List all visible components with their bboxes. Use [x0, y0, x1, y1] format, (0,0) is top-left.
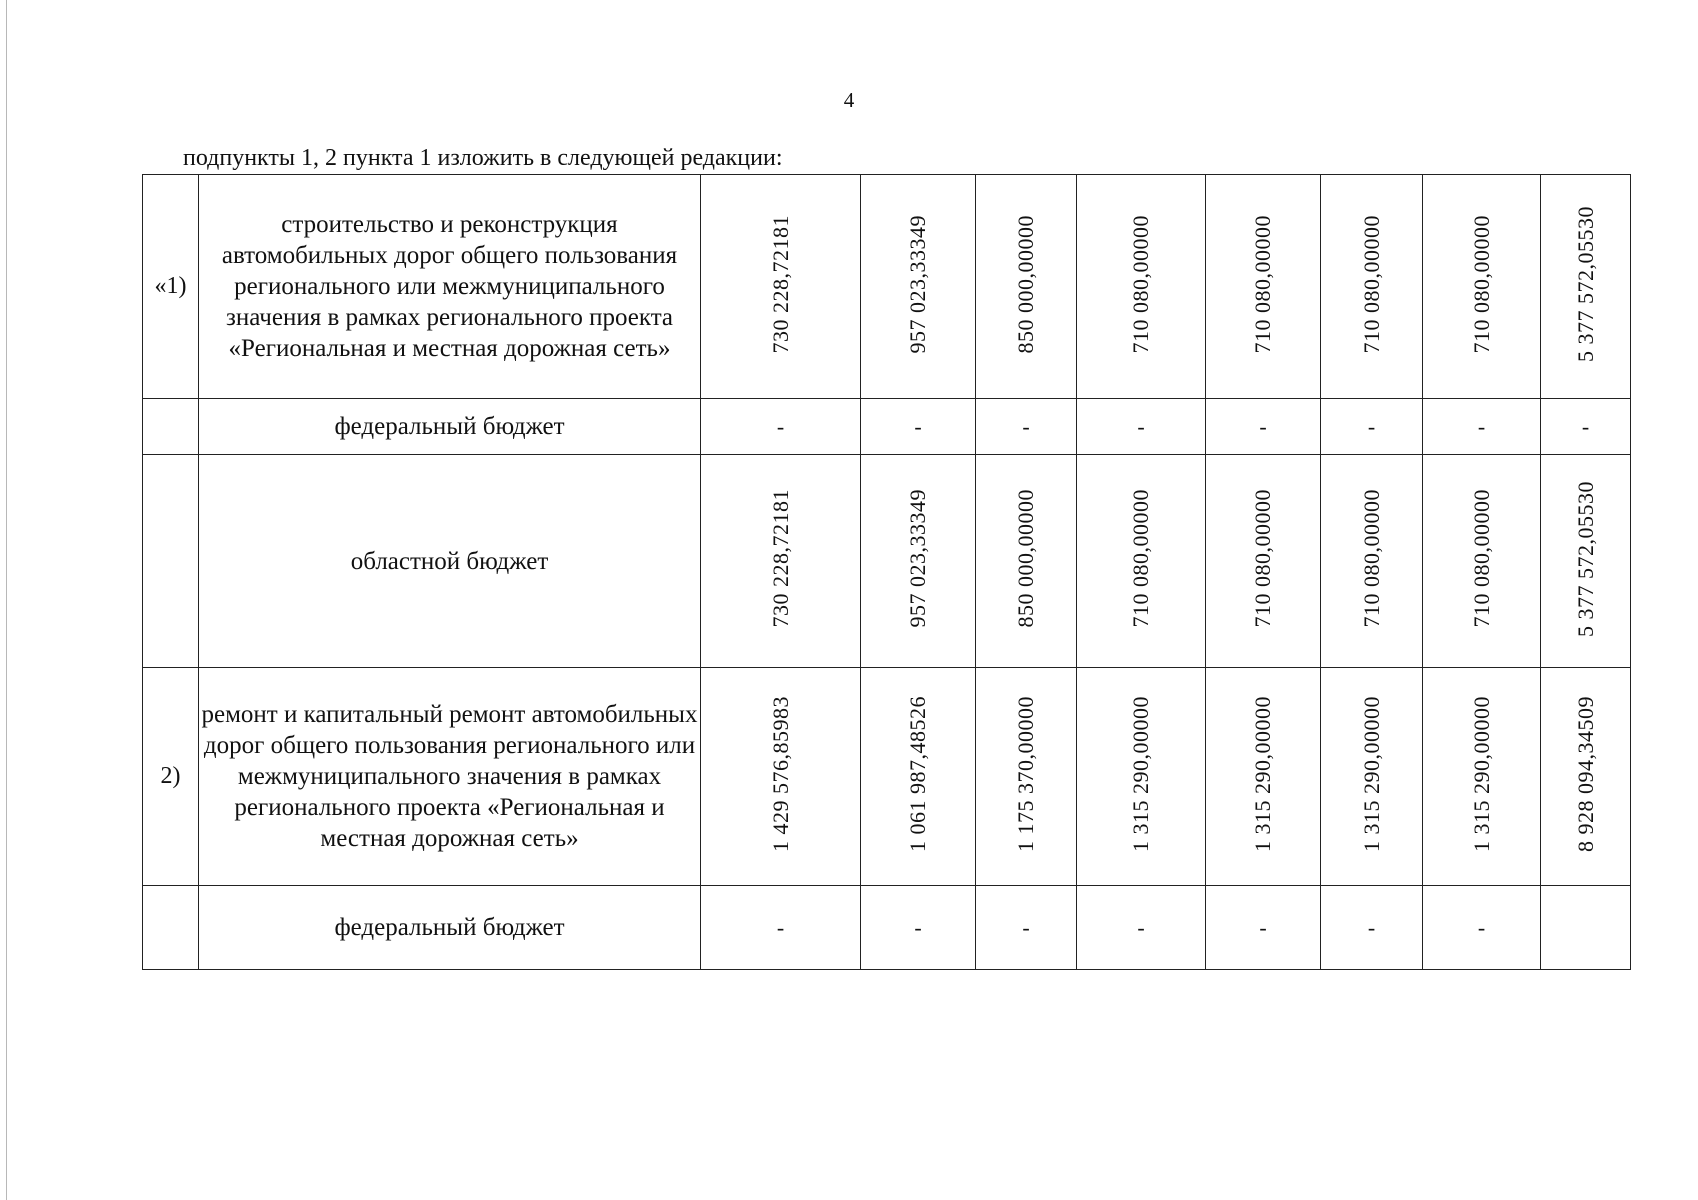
value-cell [1206, 175, 1321, 399]
value-text: 710 080,00000 [1468, 489, 1494, 628]
value-cell [1321, 668, 1423, 886]
table-row [143, 886, 1631, 970]
value-cell [1077, 455, 1206, 668]
value-cell [701, 668, 861, 886]
value-cell [976, 455, 1077, 668]
value-cell [1077, 668, 1206, 886]
row-label: федеральный бюджет [199, 886, 701, 970]
value-text: 710 080,00000 [1468, 214, 1494, 354]
value-text: 850 000,00000 [1013, 489, 1038, 628]
value-cell [1321, 399, 1423, 455]
value-text: - [1477, 413, 1486, 439]
total-cell [1541, 455, 1631, 668]
value-text: 957 023,33349 [905, 214, 930, 354]
row-number [143, 399, 199, 455]
value-text: - [914, 914, 922, 940]
value-text: 1 315 290,00000 [1358, 696, 1384, 852]
total-cell [1541, 886, 1631, 970]
value-cell [1077, 886, 1206, 970]
value-cell [701, 455, 861, 668]
value-cell [1321, 175, 1423, 399]
total-cell [1541, 399, 1631, 455]
value-cell [861, 455, 976, 668]
row-number [143, 886, 199, 970]
value-cell [976, 175, 1077, 399]
value-cell [861, 886, 976, 970]
value-text: 710 080,00000 [1128, 214, 1153, 354]
row-label: ремонт и капитальный ремонт автомобильных дорог общего пользования регионального или межмуниципального значения в рамках регионального проекта «Региональная и местная дорожная сеть» [199, 668, 701, 886]
value-text: 1 175 370,00000 [1013, 696, 1038, 852]
value-cell [1206, 455, 1321, 668]
value-cell [1423, 399, 1541, 455]
value-cell [701, 175, 861, 399]
value-text: 710 080,00000 [1250, 214, 1275, 354]
value-text: 730 228,72181 [767, 214, 793, 354]
value-text: - [1022, 914, 1030, 940]
value-text: - [1367, 914, 1376, 940]
value-text: 710 080,00000 [1128, 489, 1153, 628]
value-cell [1206, 668, 1321, 886]
value-cell [1321, 455, 1423, 668]
value-text: - [1137, 413, 1145, 439]
table-row [143, 175, 1631, 399]
value-cell [1077, 175, 1206, 399]
value-cell [701, 886, 861, 970]
value-cell [861, 668, 976, 886]
value-text: 850 000,00000 [1013, 214, 1038, 354]
value-text: 1 315 290,00000 [1128, 696, 1153, 852]
value-text: - [1477, 914, 1486, 940]
value-text: - [1259, 914, 1267, 940]
scan-edge-line [6, 0, 7, 1200]
row-number: 2) [143, 668, 199, 886]
budget-table [142, 174, 1631, 970]
row-label: строительство и реконструкция автомобильных дорог общего пользования регионального или межмуниципального значения в рамках регионального проекта «Региональная и местная дорожная сеть» [199, 175, 701, 399]
value-text: 1 315 290,00000 [1250, 696, 1275, 852]
table-row [143, 455, 1631, 668]
total-cell [1541, 668, 1631, 886]
row-label: федеральный бюджет [199, 399, 701, 455]
value-cell [1206, 399, 1321, 455]
value-text: 1 315 290,00000 [1468, 696, 1494, 852]
value-text: 1 061 987,48526 [905, 696, 930, 852]
value-cell [1423, 668, 1541, 886]
value-cell [1423, 886, 1541, 970]
table-row [143, 399, 1631, 455]
total-text: - [1581, 413, 1590, 439]
value-text: - [914, 413, 922, 439]
total-cell [1541, 175, 1631, 399]
value-cell [861, 399, 976, 455]
total-text: 5 377 572,05530 [1572, 206, 1598, 362]
value-cell [976, 886, 1077, 970]
total-text: 5 377 572,05530 [1572, 480, 1598, 637]
value-cell [1206, 886, 1321, 970]
value-text: 1 429 576,85983 [767, 696, 793, 852]
value-cell [701, 399, 861, 455]
row-number [143, 455, 199, 668]
value-text: 710 080,00000 [1250, 489, 1275, 628]
value-cell [1423, 455, 1541, 668]
value-text: - [1022, 413, 1030, 439]
row-number: «1) [143, 175, 199, 399]
value-cell [1321, 886, 1423, 970]
value-cell [976, 399, 1077, 455]
value-text: 730 228,72181 [767, 489, 793, 628]
page-number: 4 [843, 88, 855, 112]
value-text: - [1137, 914, 1145, 940]
total-text: 8 928 094,34509 [1572, 696, 1598, 852]
row-label: областной бюджет [199, 455, 701, 668]
value-text: - [776, 413, 785, 439]
value-cell [1423, 175, 1541, 399]
value-cell [861, 175, 976, 399]
value-cell [1077, 399, 1206, 455]
value-text: - [776, 914, 785, 940]
value-text: - [1259, 413, 1267, 439]
table-row [143, 668, 1631, 886]
value-cell [976, 668, 1077, 886]
value-text: 710 080,00000 [1358, 214, 1384, 354]
value-text: - [1367, 413, 1376, 439]
intro-text: подпункты 1, 2 пункта 1 изложить в следующей редакции: [183, 145, 783, 171]
value-text: 957 023,33349 [905, 489, 930, 628]
value-text: 710 080,00000 [1358, 489, 1384, 628]
